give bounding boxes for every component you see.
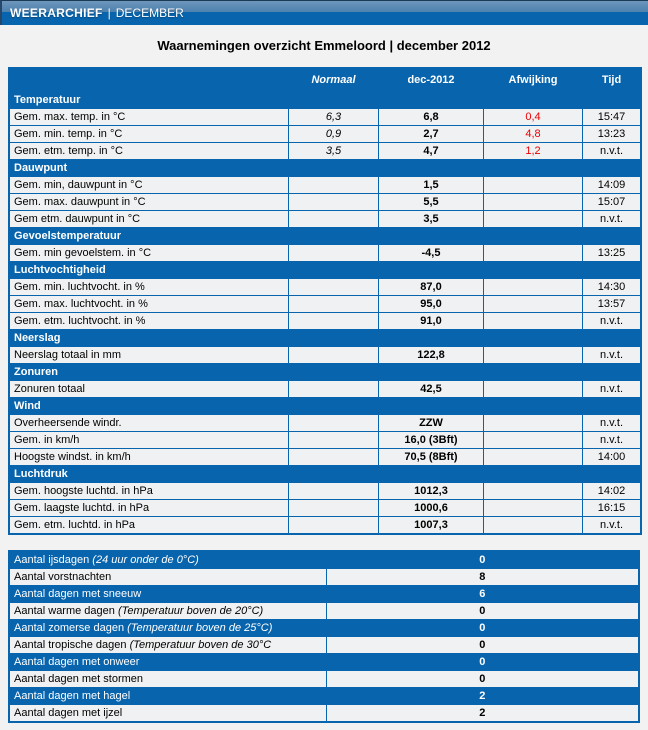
summary-table-body bbox=[10, 552, 638, 721]
afwijking-value bbox=[484, 177, 582, 193]
dec2012-value: 2,7 bbox=[379, 126, 483, 142]
afwijking-value bbox=[484, 296, 582, 312]
dec2012-value: 6,8 bbox=[379, 109, 483, 125]
row-label: Gem. etm. temp. in °C bbox=[10, 143, 288, 159]
summary-row bbox=[10, 637, 638, 653]
section-row bbox=[10, 160, 640, 176]
row-label: Gem. laagste luchtd. in hPa bbox=[10, 500, 288, 516]
section-row bbox=[10, 228, 640, 244]
summary-label-text: Aantal dagen met stormen bbox=[14, 673, 144, 685]
table-row bbox=[10, 347, 640, 363]
normaal-value: 6,3 bbox=[289, 109, 378, 125]
header-separator: | bbox=[107, 6, 111, 20]
afwijking-value: 1,2 bbox=[484, 143, 582, 159]
summary-label-note: (Temperatuur boven de 20°C) bbox=[117, 605, 264, 617]
table-row bbox=[10, 211, 640, 227]
section-header: Gevoelstemperatuur bbox=[10, 228, 640, 244]
tijd-value: n.v.t. bbox=[583, 381, 640, 397]
summary-label-note: (Temperatuur boven de 30°C bbox=[129, 639, 272, 651]
tijd-value: 13:57 bbox=[583, 296, 640, 312]
summary-value: 8 bbox=[327, 569, 639, 585]
column-header-afwijking: Afwijking bbox=[484, 69, 582, 91]
table-row bbox=[10, 432, 640, 448]
normaal-value bbox=[289, 483, 378, 499]
afwijking-value: 0,4 bbox=[484, 109, 582, 125]
summary-row bbox=[10, 654, 638, 670]
dec2012-value: 91,0 bbox=[379, 313, 483, 329]
row-label: Gem. in km/h bbox=[10, 432, 288, 448]
column-header-normaal: Normaal bbox=[289, 69, 378, 91]
tijd-value: 14:09 bbox=[583, 177, 640, 193]
dec2012-value: 42,5 bbox=[379, 381, 483, 397]
normaal-value bbox=[289, 449, 378, 465]
section-header: Luchtdruk bbox=[10, 466, 640, 482]
dec2012-value: 95,0 bbox=[379, 296, 483, 312]
row-label: Gem. etm. luchtvocht. in % bbox=[10, 313, 288, 329]
summary-label bbox=[10, 705, 326, 721]
dec2012-value: 1007,3 bbox=[379, 517, 483, 533]
tijd-value: n.v.t. bbox=[583, 313, 640, 329]
summary-label bbox=[10, 552, 326, 568]
summary-row bbox=[10, 688, 638, 704]
normaal-value bbox=[289, 194, 378, 210]
summary-label-note: (Temperatuur boven de 25°C) bbox=[127, 622, 273, 634]
table-row bbox=[10, 279, 640, 295]
row-label: Overheersende windr. bbox=[10, 415, 288, 431]
dec2012-value: 5,5 bbox=[379, 194, 483, 210]
afwijking-value bbox=[484, 449, 582, 465]
dec2012-value: 1000,6 bbox=[379, 500, 483, 516]
row-label: Gem etm. dauwpunt in °C bbox=[10, 211, 288, 227]
summary-label-text: Aantal warme dagen bbox=[14, 605, 115, 617]
tijd-value: n.v.t. bbox=[583, 143, 640, 159]
tijd-value: n.v.t. bbox=[583, 432, 640, 448]
tijd-value: n.v.t. bbox=[583, 517, 640, 533]
dec2012-value: 87,0 bbox=[379, 279, 483, 295]
dec2012-value: 1,5 bbox=[379, 177, 483, 193]
row-label: Gem. min gevoelstem. in °C bbox=[10, 245, 288, 261]
section-header: Zonuren bbox=[10, 364, 640, 380]
normaal-value bbox=[289, 313, 378, 329]
summary-row bbox=[10, 620, 638, 636]
summary-label-text: Aantal dagen met sneeuw bbox=[14, 588, 142, 600]
dec2012-value: 122,8 bbox=[379, 347, 483, 363]
column-header-row bbox=[10, 69, 640, 91]
summary-label bbox=[10, 620, 326, 636]
dec2012-value: -4,5 bbox=[379, 245, 483, 261]
summary-row bbox=[10, 705, 638, 721]
main-table-body bbox=[10, 92, 640, 533]
table-row bbox=[10, 177, 640, 193]
summary-row bbox=[10, 569, 638, 585]
section-row bbox=[10, 330, 640, 346]
section-header: Temperatuur bbox=[10, 92, 640, 108]
dec2012-value: 1012,3 bbox=[379, 483, 483, 499]
row-label: Gem. min, dauwpunt in °C bbox=[10, 177, 288, 193]
summary-value: 0 bbox=[327, 654, 639, 670]
row-label: Gem. max. luchtvocht. in % bbox=[10, 296, 288, 312]
summary-label-text: Aantal dagen met onweer bbox=[14, 656, 140, 668]
section-row bbox=[10, 92, 640, 108]
tijd-value: 13:25 bbox=[583, 245, 640, 261]
summary-label bbox=[10, 671, 326, 687]
header-subtitle: DECEMBER bbox=[115, 6, 184, 20]
table-row bbox=[10, 517, 640, 533]
summary-label-text: Aantal zomerse dagen bbox=[14, 622, 125, 634]
afwijking-value bbox=[484, 211, 582, 227]
tijd-value: n.v.t. bbox=[583, 211, 640, 227]
table-row bbox=[10, 143, 640, 159]
afwijking-value bbox=[484, 347, 582, 363]
normaal-value: 3,5 bbox=[289, 143, 378, 159]
dec2012-value: 3,5 bbox=[379, 211, 483, 227]
row-label: Gem. hoogste luchtd. in hPa bbox=[10, 483, 288, 499]
table-row bbox=[10, 194, 640, 210]
summary-label bbox=[10, 586, 326, 602]
summary-row bbox=[10, 671, 638, 687]
section-header: Luchtvochtigheid bbox=[10, 262, 640, 278]
row-label: Hoogste windst. in km/h bbox=[10, 449, 288, 465]
afwijking-value bbox=[484, 279, 582, 295]
afwijking-value bbox=[484, 415, 582, 431]
summary-label-text: Aantal dagen met hagel bbox=[14, 690, 131, 702]
section-header: Neerslag bbox=[10, 330, 640, 346]
afwijking-value bbox=[484, 313, 582, 329]
summary-row bbox=[10, 552, 638, 568]
afwijking-value bbox=[484, 432, 582, 448]
afwijking-value: 4,8 bbox=[484, 126, 582, 142]
table-row bbox=[10, 415, 640, 431]
summary-value: 0 bbox=[327, 671, 639, 687]
summary-label-text: Aantal vorstnachten bbox=[14, 571, 112, 583]
row-label: Zonuren totaal bbox=[10, 381, 288, 397]
dec2012-value: 4,7 bbox=[379, 143, 483, 159]
tijd-value: n.v.t. bbox=[583, 415, 640, 431]
normaal-value bbox=[289, 296, 378, 312]
tijd-value: 13:23 bbox=[583, 126, 640, 142]
section-header: Dauwpunt bbox=[10, 160, 640, 176]
column-header-empty bbox=[10, 69, 288, 91]
afwijking-value bbox=[484, 517, 582, 533]
summary-value: 2 bbox=[327, 705, 639, 721]
afwijking-value bbox=[484, 245, 582, 261]
summary-label-text: Aantal tropische dagen bbox=[14, 639, 127, 651]
section-header: Wind bbox=[10, 398, 640, 414]
table-row bbox=[10, 109, 640, 125]
summary-value: 2 bbox=[327, 688, 639, 704]
dec2012-value: 16,0 (3Bft) bbox=[379, 432, 483, 448]
tijd-value: 14:00 bbox=[583, 449, 640, 465]
page-title: Waarnemingen overzicht Emmeloord | december 2012 bbox=[157, 38, 491, 53]
normaal-value bbox=[289, 381, 378, 397]
table-row bbox=[10, 483, 640, 499]
normaal-value bbox=[289, 415, 378, 431]
summary-label-text: Aantal ijsdagen bbox=[14, 554, 90, 566]
afwijking-value bbox=[484, 194, 582, 210]
summary-label bbox=[10, 637, 326, 653]
row-label: Gem. min. luchtvocht. in % bbox=[10, 279, 288, 295]
summary-value: 0 bbox=[327, 620, 639, 636]
summary-label-text: Aantal dagen met ijzel bbox=[14, 707, 123, 719]
summary-value: 0 bbox=[327, 603, 639, 619]
row-label: Gem. max. dauwpunt in °C bbox=[10, 194, 288, 210]
summary-label bbox=[10, 654, 326, 670]
summary-row bbox=[10, 586, 638, 602]
normaal-value bbox=[289, 279, 378, 295]
table-row bbox=[10, 126, 640, 142]
normaal-value bbox=[289, 517, 378, 533]
afwijking-value bbox=[484, 483, 582, 499]
normaal-value bbox=[289, 347, 378, 363]
normaal-value bbox=[289, 177, 378, 193]
section-row bbox=[10, 398, 640, 414]
dec2012-value: 70,5 (8Bft) bbox=[379, 449, 483, 465]
table-row bbox=[10, 296, 640, 312]
tijd-value: n.v.t. bbox=[583, 347, 640, 363]
dec2012-value: ZZW bbox=[379, 415, 483, 431]
tijd-value: 15:07 bbox=[583, 194, 640, 210]
table-row bbox=[10, 500, 640, 516]
row-label: Gem. min. temp. in °C bbox=[10, 126, 288, 142]
tijd-value: 14:30 bbox=[583, 279, 640, 295]
section-row bbox=[10, 466, 640, 482]
table-row bbox=[10, 381, 640, 397]
row-label: Neerslag totaal in mm bbox=[10, 347, 288, 363]
table-row bbox=[10, 245, 640, 261]
column-header-tijd: Tijd bbox=[583, 69, 640, 91]
tijd-value: 14:02 bbox=[583, 483, 640, 499]
summary-value: 0 bbox=[327, 552, 639, 568]
summary-label bbox=[10, 688, 326, 704]
weerarchief-header-bar bbox=[0, 0, 648, 25]
table-row bbox=[10, 449, 640, 465]
summary-value: 6 bbox=[327, 586, 639, 602]
tijd-value: 16:15 bbox=[583, 500, 640, 516]
summary-label bbox=[10, 603, 326, 619]
main-table bbox=[8, 67, 642, 535]
summary-label bbox=[10, 569, 326, 585]
summary-table bbox=[8, 550, 640, 723]
header-title: WEERARCHIEF bbox=[10, 6, 103, 20]
summary-row bbox=[10, 603, 638, 619]
normaal-value bbox=[289, 432, 378, 448]
summary-value: 0 bbox=[327, 637, 639, 653]
normaal-value: 0,9 bbox=[289, 126, 378, 142]
tijd-value: 15:47 bbox=[583, 109, 640, 125]
main-table-head bbox=[10, 69, 640, 91]
section-row bbox=[10, 364, 640, 380]
afwijking-value bbox=[484, 500, 582, 516]
row-label: Gem. max. temp. in °C bbox=[10, 109, 288, 125]
normaal-value bbox=[289, 211, 378, 227]
column-header-dec2012: dec-2012 bbox=[379, 69, 483, 91]
table-row bbox=[10, 313, 640, 329]
normaal-value bbox=[289, 245, 378, 261]
afwijking-value bbox=[484, 381, 582, 397]
summary-label-note: (24 uur onder de 0°C) bbox=[92, 554, 199, 566]
row-label: Gem. etm. luchtd. in hPa bbox=[10, 517, 288, 533]
section-row bbox=[10, 262, 640, 278]
normaal-value bbox=[289, 500, 378, 516]
